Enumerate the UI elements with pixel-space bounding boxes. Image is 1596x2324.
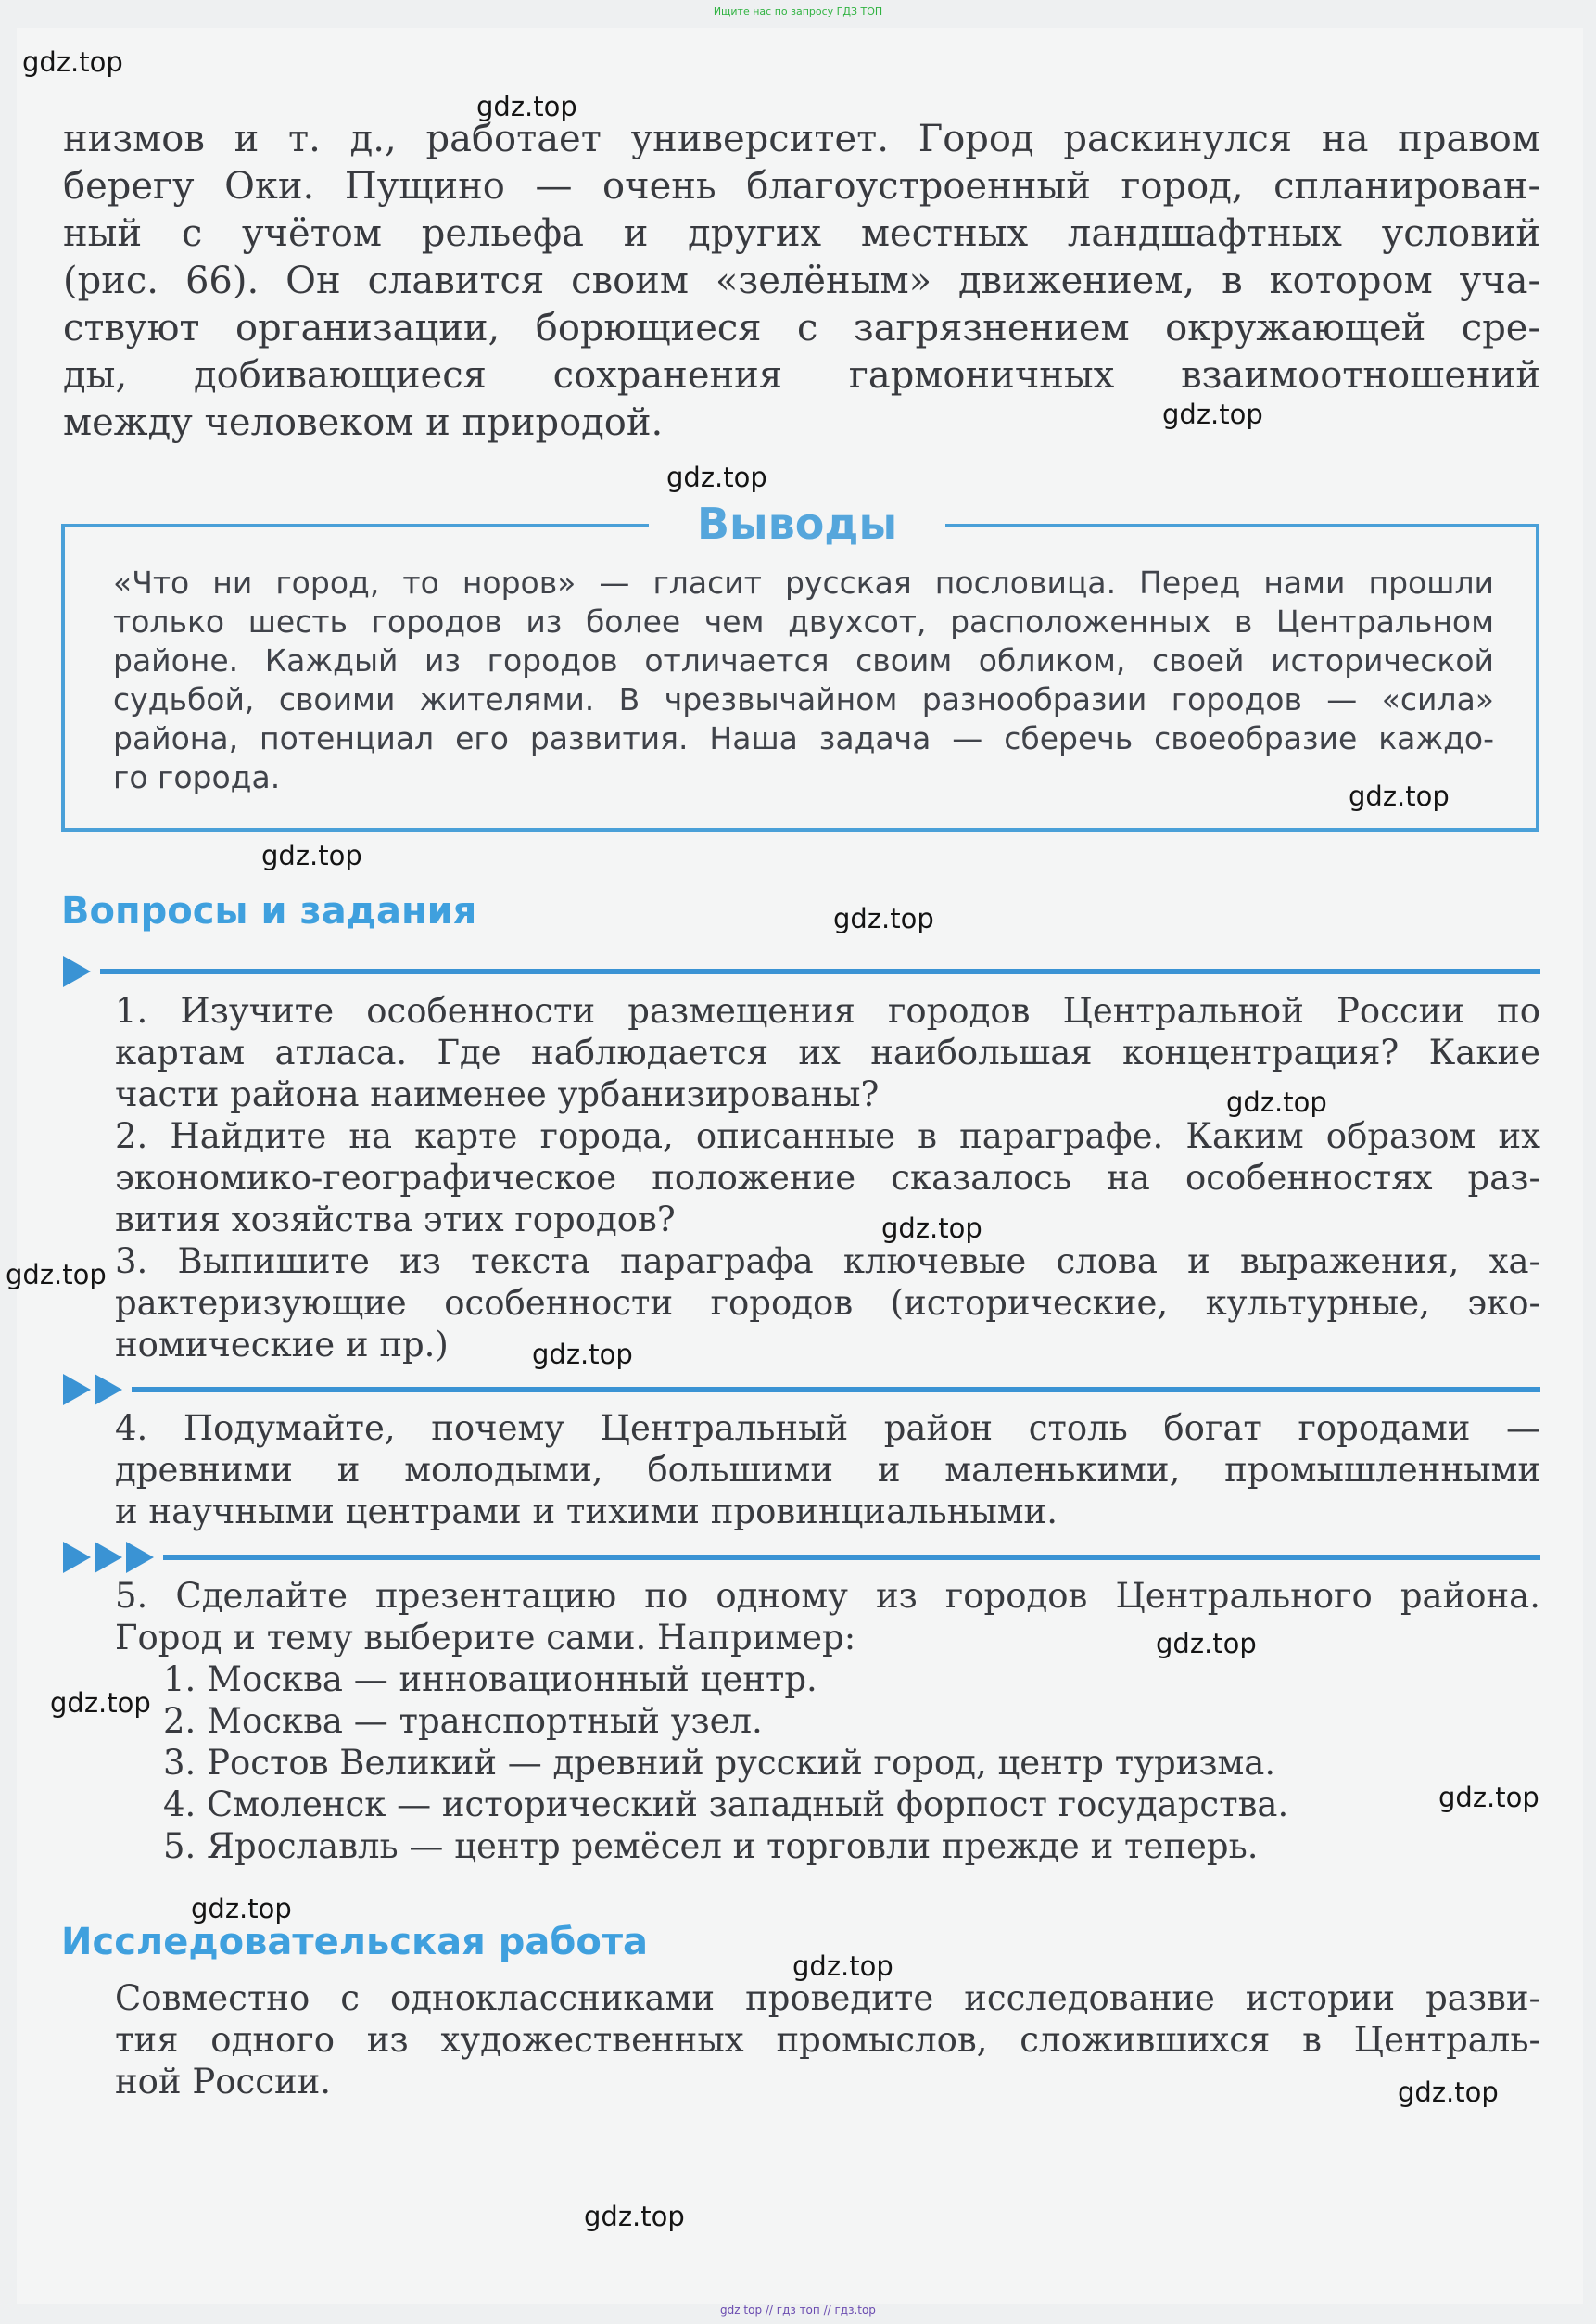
question-line: 5. Сделайте презентацию по одному из городов Центрального района. <box>115 1576 1540 1616</box>
watermark: gdz.top <box>666 462 767 493</box>
watermark: gdz.top <box>1156 1628 1257 1659</box>
example-topic: 5. Ярославль — центр ремёсел и торговли прежде и теперь. <box>163 1826 1259 1866</box>
intro-line: берегу Оки. Пущино — очень благоустроенный город, спланирован- <box>63 165 1540 208</box>
conclusions-line: го города. <box>113 759 281 795</box>
question-line: древними и молодыми, большими и маленькими, промышленными <box>115 1450 1540 1490</box>
conclusions-line: судьбой, своими жителями. В чрезвычайном разнообразии городов — «сила» <box>113 681 1494 718</box>
intro-line: между человеком и природой. <box>63 401 664 444</box>
question-line: рактеризующие особенности городов (исторические, культурные, эко- <box>115 1283 1540 1323</box>
watermark: gdz.top <box>6 1259 107 1290</box>
question-line: 2. Найдите на карте города, описанные в параграфе. Каким образом их <box>115 1116 1540 1156</box>
level-3-arrow-icon <box>63 1542 91 1573</box>
level-3-arrow-icon <box>126 1542 154 1573</box>
watermark: gdz.top <box>532 1339 633 1370</box>
example-topic: 1. Москва — инновационный центр. <box>163 1659 817 1699</box>
level-2-divider <box>132 1387 1540 1392</box>
question-line: экономико-географическое положение сказалось на особенностях раз- <box>115 1158 1540 1198</box>
example-topic: 2. Москва — транспортный узел. <box>163 1701 763 1741</box>
level-3-divider <box>163 1555 1540 1560</box>
watermark: gdz.top <box>881 1213 982 1244</box>
watermark: gdz.top <box>1226 1086 1327 1118</box>
research-line: тия одного из художественных промыслов, сложившихся в Централь- <box>115 2020 1540 2060</box>
conclusions-line: района, потенциал его развития. Наша задача — сберечь своеобразие каждо- <box>113 720 1494 756</box>
conclusions-line: только шесть городов из более чем двухсот, расположенных в Центральном <box>113 603 1494 640</box>
watermark: gdz.top <box>584 2201 685 2232</box>
question-line: вития хозяйства этих городов? <box>115 1200 676 1239</box>
watermark: gdz.top <box>50 1687 151 1719</box>
watermark: gdz.top <box>1398 2076 1499 2108</box>
level-1-arrow-icon <box>63 956 91 987</box>
conclusions-line: «Что ни город, то норов» — гласит русская пословица. Перед нами прошли <box>113 565 1494 601</box>
level-3-arrow-icon <box>95 1542 122 1573</box>
intro-line: ды, добивающиеся сохранения гармоничных взаимоотношений <box>63 354 1540 397</box>
question-line: части района наименее урбанизированы? <box>115 1074 880 1114</box>
bottom-note: gdz top // гдз топ // гдз.top <box>720 2304 876 2317</box>
conclusions-line: районе. Каждый из городов отличается своим обликом, своей исторической <box>113 642 1494 679</box>
intro-line: ствуют организации, борющиеся с загрязнением окружающей сре- <box>63 307 1540 349</box>
research-title: Исследовательская работа <box>61 1921 648 1963</box>
watermark: gdz.top <box>1349 781 1450 812</box>
example-topic: 4. Смоленск — исторический западный форпост государства. <box>163 1784 1289 1824</box>
intro-line: ный с учётом рельефа и других местных ландшафтных условий <box>63 212 1540 255</box>
watermark: gdz.top <box>476 91 577 122</box>
research-line: ной России. <box>115 2062 332 2102</box>
watermark: gdz.top <box>833 903 934 934</box>
example-topic: 3. Ростов Великий — древний русский город, центр туризма. <box>163 1743 1276 1783</box>
top-search-note: Ищите нас по запросу ГДЗ ТОП <box>713 6 883 18</box>
level-2-arrow-icon <box>63 1374 91 1405</box>
question-line: Город и тему выберите сами. Например: <box>115 1618 856 1657</box>
level-2-arrow-icon <box>95 1374 122 1405</box>
level-1-divider <box>100 969 1540 974</box>
watermark: gdz.top <box>1162 399 1263 430</box>
watermark: gdz.top <box>1438 1782 1539 1813</box>
question-line: 3. Выпишите из текста параграфа ключевые слова и выражения, ха- <box>115 1241 1540 1281</box>
question-line: номические и пр.) <box>115 1325 449 1365</box>
watermark: gdz.top <box>792 1950 893 1982</box>
research-line: Совместно с одноклассниками проведите исследование истории разви- <box>115 1978 1540 2018</box>
questions-title: Вопросы и задания <box>61 890 477 933</box>
watermark: gdz.top <box>22 46 123 78</box>
intro-line: низмов и т. д., работает университет. Город раскинулся на правом <box>63 118 1540 160</box>
question-line: 1. Изучите особенности размещения городов Центральной России по <box>115 991 1540 1031</box>
question-line: и научными центрами и тихими провинциальными. <box>115 1492 1058 1531</box>
conclusions-title: Выводы <box>649 493 945 554</box>
watermark: gdz.top <box>261 840 362 871</box>
intro-line: (рис. 66). Он славится своим «зелёным» движением, в котором уча- <box>63 260 1540 302</box>
watermark: gdz.top <box>191 1893 292 1924</box>
question-line: 4. Подумайте, почему Центральный район столь богат городами — <box>115 1408 1540 1448</box>
question-line: картам атласа. Где наблюдается их наибольшая концентрация? Какие <box>115 1033 1540 1073</box>
